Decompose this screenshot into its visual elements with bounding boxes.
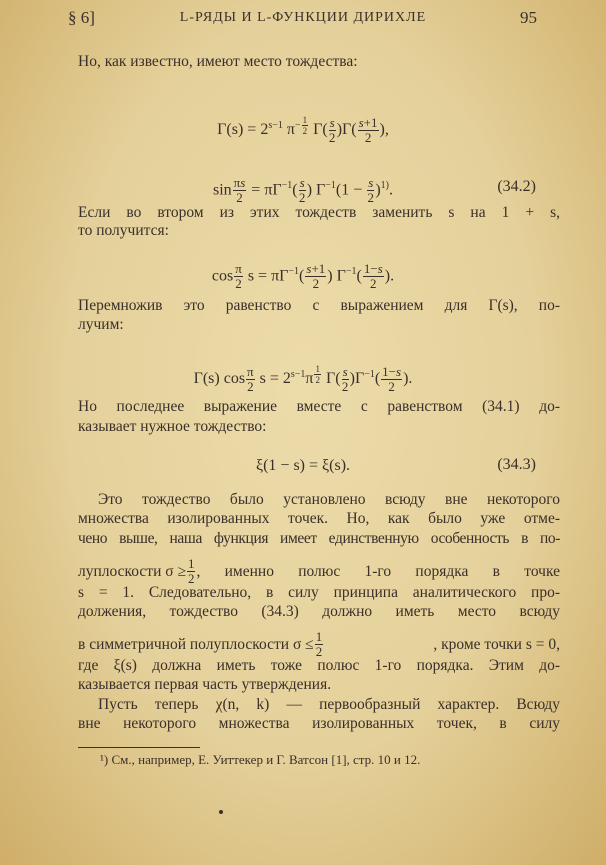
section-number: § 6] xyxy=(68,8,95,27)
formula-cosine: cos $\frac{\pi}{2}$ $s = \pi\Gamma^{-1}$( $\frac{s+1}{2}$ ) $\Gamma^{-1}$( $\frac{1-s}{2}$ ). xyxy=(211,261,395,292)
ink-speck xyxy=(219,810,223,814)
page-number: 95 xyxy=(520,8,537,27)
text-line: в симметричной полуплоскости σ ≤ $\frac{1}{2}$ , кроме точки s = 0, xyxy=(78,629,560,659)
footnote-rule xyxy=(78,747,200,748)
text-line: Но последнее выражение вместе с равенством (34.1) до- xyxy=(78,398,560,415)
text-line: Пусть теперь χ(n, k) — первообразный характер. Всюду xyxy=(98,696,560,713)
text-line: Но, как известно, имеют место тождества: xyxy=(78,53,358,70)
formula-xi: ξ(1 − s) = ξ(s). xyxy=(255,457,351,474)
formula-gamma: $\Gamma(s) = 2^{s-1}$ $\pi^{- \frac{1}{2}}$ Γ( $\frac{s}{2}$ )Γ( $\frac{s+1}{2}$ ), xyxy=(217,114,389,145)
footnote: ¹) См., например, Е. Уиттекер и Г. Ватсон [1], стр. 10 и 12. xyxy=(100,752,421,767)
text-line: чено выше, наша функция имеет единственную особенность в по- xyxy=(78,530,560,547)
text-line: должения, тождество (34.3) должно иметь место всюду xyxy=(78,603,560,620)
text-line: Это тождество было установлено всюду вне некоторого xyxy=(98,491,560,508)
text-line: Перемножив это равенство с выражением для Γ(s), по- xyxy=(78,297,560,314)
text-line: Если во втором из этих тождеств заменить s на 1 + s, xyxy=(78,204,560,221)
formula-product: Γ(s) cos $\frac{\pi}{2}$ $s = 2^{s-1}\pi$ $^{\frac{1}{2}}$ Γ( $\frac{s}{2}$ )$\Gamma^{-1}$( $\frac{1-s}{2}$ ). xyxy=(193,363,413,394)
text-line: где ξ(s) должна иметь тоже полюс 1-го порядка. Этим до- xyxy=(78,657,560,674)
running-title: L-РЯДЫ И L-ФУНКЦИИ ДИРИХЛЕ xyxy=(179,10,427,25)
text-line: множества изолированных точек. Но, как было уже отме- xyxy=(78,510,560,527)
text-line: луплоскости σ ≥ $\frac{1}{2}$ , именно полюс 1-го порядка в точке xyxy=(78,556,560,586)
text-line: казывает нужное тождество: xyxy=(78,418,267,435)
equation-number: (34.2) xyxy=(497,178,536,195)
text-line: лучим: xyxy=(78,316,124,333)
text-line: то получится: xyxy=(78,222,169,239)
formula-sine: sin $\frac{\pi s}{2}$ = $\pi\Gamma^{-1}$( $\frac{s}{2}$ ) $\Gamma^{-1}(1$ − $\frac{s}{2}$ )$^{1)}$. xyxy=(212,175,393,206)
text-line: казывается первая часть утверждения. xyxy=(78,676,332,693)
equation-number: (34.3) xyxy=(497,456,536,473)
text-line: s = 1. Следовательно, в силу принципа аналитического про- xyxy=(78,584,560,601)
text-line: вне некоторого множества изолированных точек, в силу xyxy=(78,715,560,732)
